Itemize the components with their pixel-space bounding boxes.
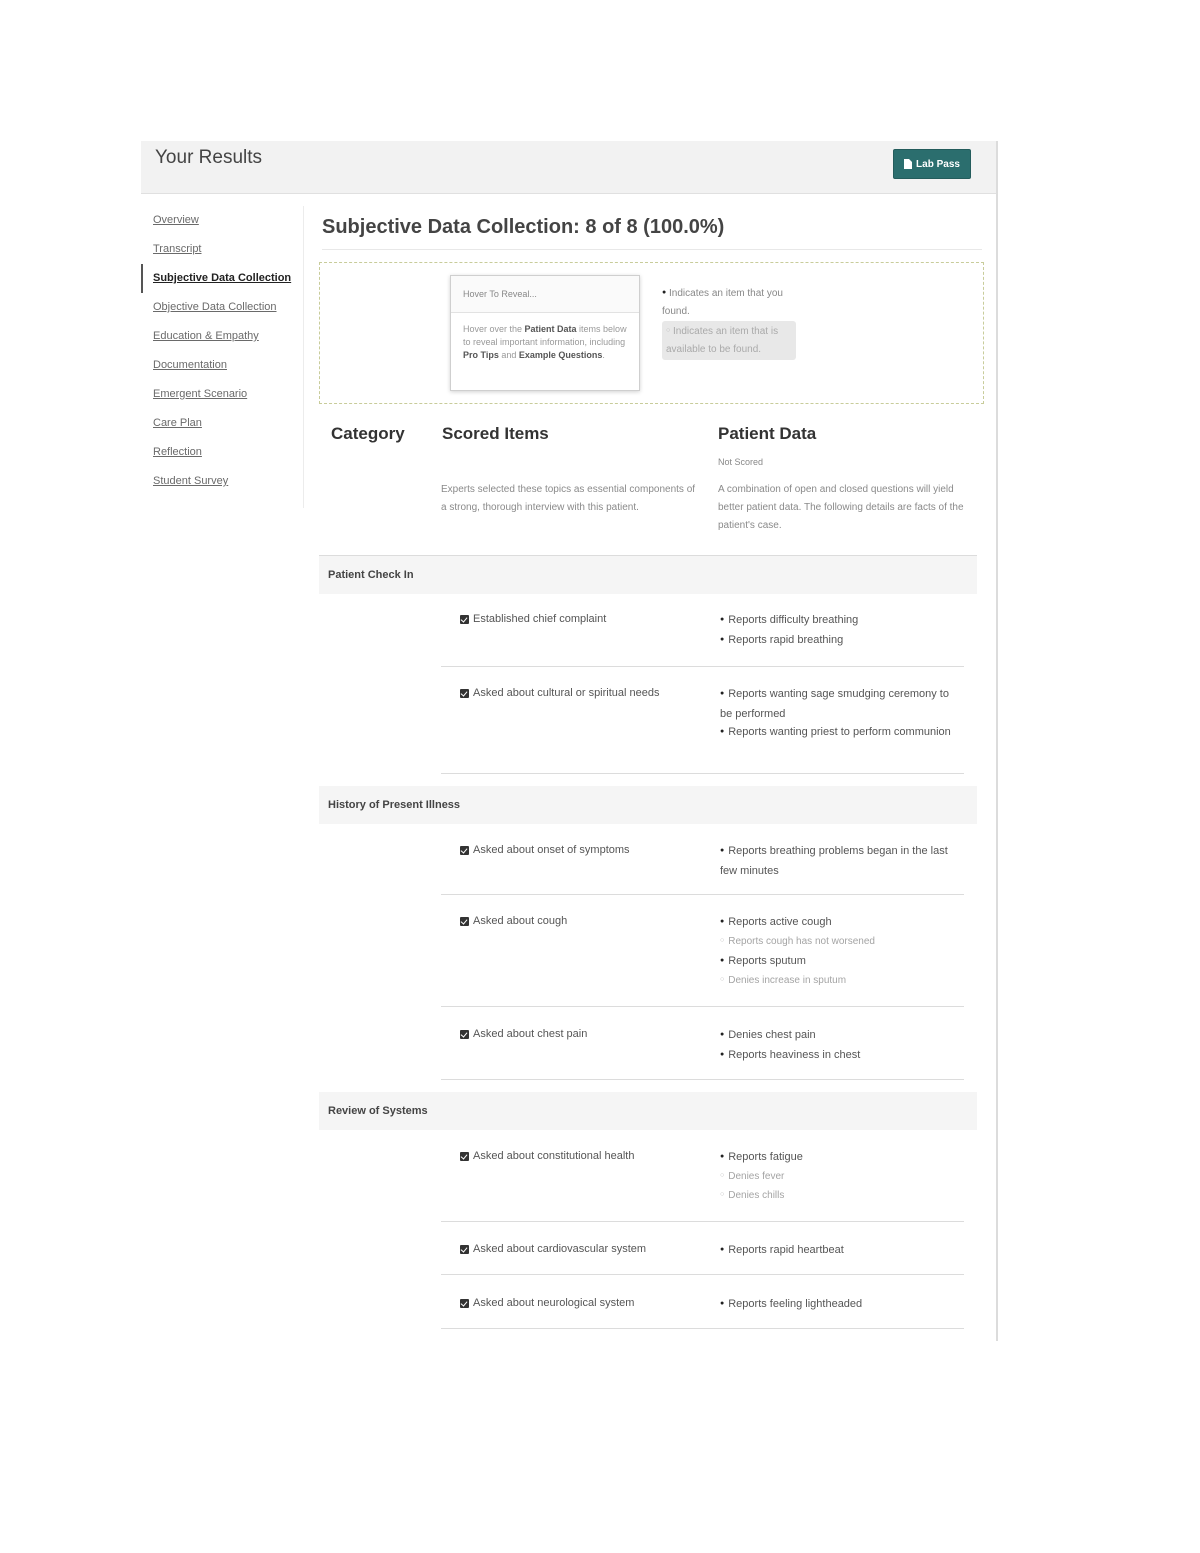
patient-data-item[interactable]: ● Reports fatigue: [720, 1148, 960, 1168]
sidebar-item-student-survey[interactable]: Student Survey: [153, 475, 229, 487]
checked-icon: [460, 846, 469, 855]
patient-data-item[interactable]: ● Reports rapid heartbeat: [720, 1241, 960, 1261]
checked-icon: [460, 1152, 469, 1161]
patient-data-item[interactable]: ○ Reports cough has not worsened: [720, 933, 960, 952]
column-header-patient-data: Patient Data: [718, 424, 817, 443]
found-legend: ● Indicates an item that you found.: [662, 288, 783, 317]
checked-icon: [460, 917, 469, 926]
sidebar-item-overview[interactable]: Overview: [153, 214, 199, 226]
checked-icon: [460, 1245, 469, 1254]
patient-data-list: [720, 685, 960, 743]
checked-icon: [460, 1299, 469, 1308]
category-band: [319, 1092, 977, 1130]
document-icon: [904, 159, 912, 169]
hover-tip-card[interactable]: [450, 275, 640, 391]
category-label: Review of Systems: [328, 1105, 428, 1117]
patient-data-item[interactable]: ● Reports wanting sage smudging ceremony to be performed: [720, 685, 960, 723]
scored-item[interactable]: Asked about cultural or spiritual needs: [460, 687, 660, 699]
checked-icon: [460, 615, 469, 624]
results-panel: [141, 141, 998, 1341]
checked-icon: [460, 1030, 469, 1039]
row-divider: [441, 1274, 964, 1275]
scored-item[interactable]: Asked about onset of symptoms: [460, 844, 630, 856]
scored-item[interactable]: Asked about cough: [460, 915, 567, 927]
patient-data-list: [720, 611, 960, 651]
not-scored-label: Not Scored: [718, 457, 764, 467]
results-sidebar: [141, 206, 304, 508]
patient-data-item[interactable]: ● Reports wanting priest to perform communion: [720, 723, 960, 743]
patient-data-list: [720, 1295, 960, 1315]
category-band: [319, 556, 977, 594]
sidebar-item-care-plan[interactable]: Care Plan: [153, 417, 202, 429]
row-divider: [441, 666, 964, 667]
patient-data-list: [720, 842, 960, 880]
legend-box: [319, 262, 984, 404]
available-bullet-icon: ○: [666, 327, 671, 334]
hover-tip-title: Hover To Reveal...: [451, 276, 639, 313]
patient-data-item[interactable]: ● Reports active cough: [720, 913, 960, 933]
scored-item[interactable]: Asked about neurological system: [460, 1297, 634, 1309]
row-divider: [441, 1221, 964, 1222]
row-divider: [441, 773, 964, 774]
patient-data-item[interactable]: ● Reports breathing problems began in the last few minutes: [720, 842, 960, 880]
category-label: History of Present Illness: [328, 799, 461, 811]
patient-data-list: [720, 1241, 960, 1261]
row-divider: [441, 1006, 964, 1007]
scored-item[interactable]: Asked about chest pain: [460, 1028, 587, 1040]
results-header: [141, 141, 996, 194]
patient-data-item[interactable]: ● Reports difficulty breathing: [720, 611, 960, 631]
patient-data-list: [720, 1026, 960, 1066]
lab-pass-button[interactable]: [893, 149, 971, 179]
scored-item[interactable]: Asked about constitutional health: [460, 1150, 634, 1162]
column-header-category: Category: [331, 424, 405, 443]
sidebar-item-objective-data-collection[interactable]: Objective Data Collection: [153, 301, 277, 313]
scored-item[interactable]: Established chief complaint: [460, 613, 606, 625]
category-label: Patient Check In: [328, 569, 414, 581]
patient-data-item[interactable]: ● Reports sputum: [720, 952, 960, 972]
scored-items-description: Experts selected these topics as essential components of a strong, thorough interview with this patient.: [441, 484, 696, 513]
row-divider: [441, 1079, 964, 1080]
checked-icon: [460, 689, 469, 698]
sidebar-item-transcript[interactable]: Transcript: [153, 243, 202, 255]
patient-data-description: A combination of open and closed questions will yield better patient data. The following details are facts of the patient's case.: [718, 484, 964, 531]
patient-data-list: [720, 913, 960, 991]
sidebar-item-documentation[interactable]: Documentation: [153, 359, 227, 371]
sidebar-item-subjective-data-collection[interactable]: Subjective Data Collection: [141, 264, 303, 293]
sidebar-item-emergent-scenario[interactable]: Emergent Scenario: [153, 388, 248, 400]
sidebar-item-reflection[interactable]: Reflection: [153, 446, 202, 458]
page-title: Your Results: [155, 147, 263, 168]
patient-data-item[interactable]: ● Reports rapid breathing: [720, 631, 960, 651]
row-divider: [441, 894, 964, 895]
lab-pass-label: Lab Pass: [916, 158, 960, 170]
divider: [322, 249, 982, 250]
column-header-scored-items: Scored Items: [442, 424, 549, 443]
patient-data-list: [720, 1148, 960, 1206]
patient-data-item[interactable]: ● Denies chest pain: [720, 1026, 960, 1046]
scored-item[interactable]: Asked about cardiovascular system: [460, 1243, 646, 1255]
category-band: [319, 786, 977, 824]
patient-data-item[interactable]: ○ Denies chills: [720, 1187, 960, 1206]
patient-data-item[interactable]: ● Reports heaviness in chest: [720, 1046, 960, 1066]
patient-data-item[interactable]: ○ Denies fever: [720, 1168, 960, 1187]
sidebar-item-education-empathy[interactable]: Education & Empathy: [153, 330, 259, 342]
patient-data-item[interactable]: ● Reports feeling lightheaded: [720, 1295, 960, 1315]
row-divider: [441, 1328, 964, 1329]
hover-tip-text: Hover over the Patient Data items below to reveal important information, including Pro Tips and Example Questions.: [463, 324, 627, 360]
found-bullet-icon: ●: [662, 289, 667, 296]
available-legend: ○ Indicates an item that is available to be found.: [662, 321, 796, 360]
section-title: Subjective Data Collection: 8 of 8 (100.0%): [322, 216, 725, 238]
patient-data-item[interactable]: ○ Denies increase in sputum: [720, 972, 960, 991]
